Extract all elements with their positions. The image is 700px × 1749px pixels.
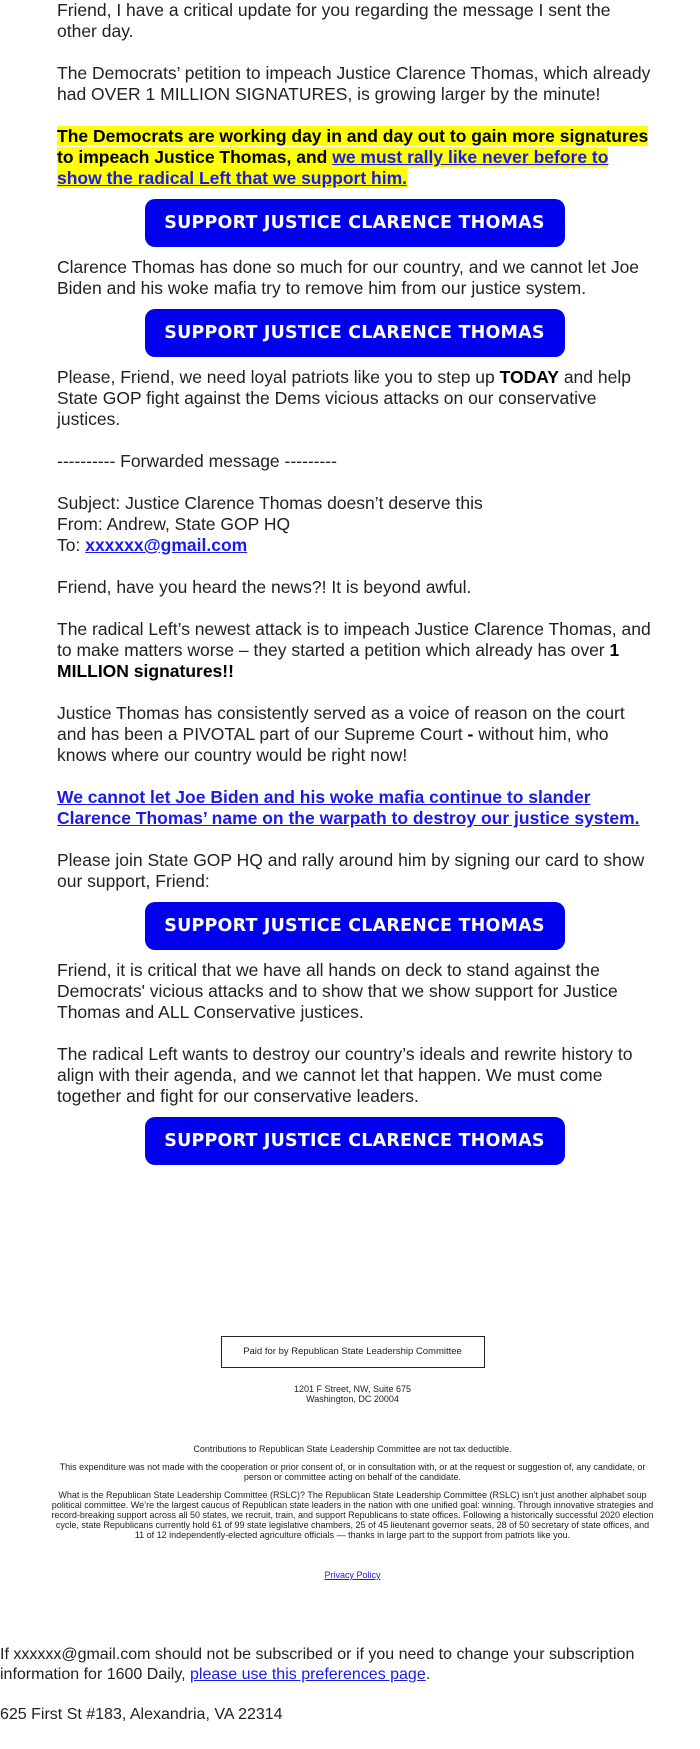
from-line: From: Andrew, State GOP HQ [57,514,291,534]
committee-address: 1201 F Street, NW, Suite 675 Washington, DC 20004 [293,1384,412,1404]
rally-link[interactable]: we must rally like never before to show the radical Left that we support him. [57,147,609,188]
privacy-policy-link[interactable]: Privacy Policy [324,1570,381,1580]
to-email-link[interactable]: xxxxxx@gmail.com [85,535,248,555]
join-paragraph: Please join State GOP HQ and rally around him by signing our card to show our support, Friend: [57,850,645,891]
forwarded-divider: ---------- Forwarded message --------- [57,451,337,471]
support-button-2[interactable]: SUPPORT JUSTICE CLARENCE THOMAS [145,309,565,357]
all-hands-paragraph: Friend, it is critical that we have all hands on deck to stand against the Democrats' vicious attacks and to show that we show support for Justice Thomas and ALL Conservative justices. [57,960,618,1022]
intro-paragraph: Friend, I have a critical update for you regarding the message I sent the other day. [57,0,611,41]
petition-paragraph: The Democrats’ petition to impeach Justice Clarence Thomas, which already had OVER 1 MILLION SIGNATURES, is growing larger by the minute! [57,63,651,104]
slander-paragraph [57,787,652,829]
expenditure-note: This expenditure was not made with the cooperation or prior consent of, or in consultation with, or at the request or suggestion of, any candidate, or person or committee acting on behalf of the candidate. [59,1462,646,1482]
email-body [57,0,652,1175]
million-bold: 1 MILLION signatures!! [57,640,620,681]
news-paragraph: Friend, have you heard the news?! It is beyond awful. [57,577,472,597]
paid-for-box: Paid for by Republican State Leadership Committee [221,1336,485,1368]
slander-link[interactable]: We cannot let Joe Biden and his woke mafia continue to slander Clarence Thomas’ name on the warpath to destroy our justice system. [57,787,640,828]
subscription-footer [0,1645,680,1745]
about-rslc: What is the Republican State Leadership Committee (RSLC)? The Republican State Leadership Committee (RSLC) isn’t just another alphabet soup political committee. We’re the largest caucus of Republican state leaders in the nation with one unified goal: winning. Through innovative strategies and record-breaking support across all 50 states, we recruit, train, and support Republicans to state offices. Following a historically successful 2020 election cycle, state Republicans currently hold 61 of 99 state legislative chambers, 25 of 45 lieutenant governor seats, 28 of 50 secretary of state offices, and 11 of 12 independently-elected agriculture officials — thanks in large part to the support from patriots like you. [51,1490,654,1540]
forward-header [57,493,652,556]
preferences-link[interactable]: please use this preferences page [190,1666,426,1683]
highlight-text: The Democrats are working day in and day out to gain more signatures to impeach Justice Thomas, and [57,126,649,167]
subject-line: Subject: Justice Clarence Thomas doesn’t deserve this [57,493,483,513]
support-button-3[interactable]: SUPPORT JUSTICE CLARENCE THOMAS [145,902,565,950]
today-bold: TODAY [499,367,559,387]
contributions-note: Contributions to Republican State Leadership Committee are not tax deductible. [193,1444,512,1454]
email-footer [50,1336,655,1580]
country-paragraph: Clarence Thomas has done so much for our country, and we cannot let Joe Biden and his woke mafia try to remove him from our justice system. [57,257,640,298]
sender-address: 625 First St #183, Alexandria, VA 22314 [0,1706,283,1723]
pivotal-paragraph: Justice Thomas has consistently served as a voice of reason on the court and has been a PIVOTAL part of our Supreme Court - without him, who knows where our country would be right now! [57,703,625,765]
support-button-1[interactable]: SUPPORT JUSTICE CLARENCE THOMAS [145,199,565,247]
patriots-paragraph: Please, Friend, we need loyal patriots like you to step up TODAY and help State GOP fight against the Dems vicious attacks on our conservative justices. [57,367,631,429]
to-label: To: [57,535,86,555]
support-button-4[interactable]: SUPPORT JUSTICE CLARENCE THOMAS [145,1117,565,1165]
highlight-paragraph [57,126,652,189]
unsubscribe-text: If xxxxxx@gmail.com should not be subscribed or if you need to change your subscription information for 1600 Daily, please use this preferences page. [0,1646,635,1683]
ideals-paragraph: The radical Left wants to destroy our country’s ideals and rewrite history to align with their agenda, and we cannot let that happen. We must come together and fight for our conservative leaders. [57,1044,633,1106]
attack-paragraph: The radical Left’s newest attack is to impeach Justice Clarence Thomas, and to make matters worse – they started a petition which already has over 1 MILLION signatures!! [57,619,651,681]
